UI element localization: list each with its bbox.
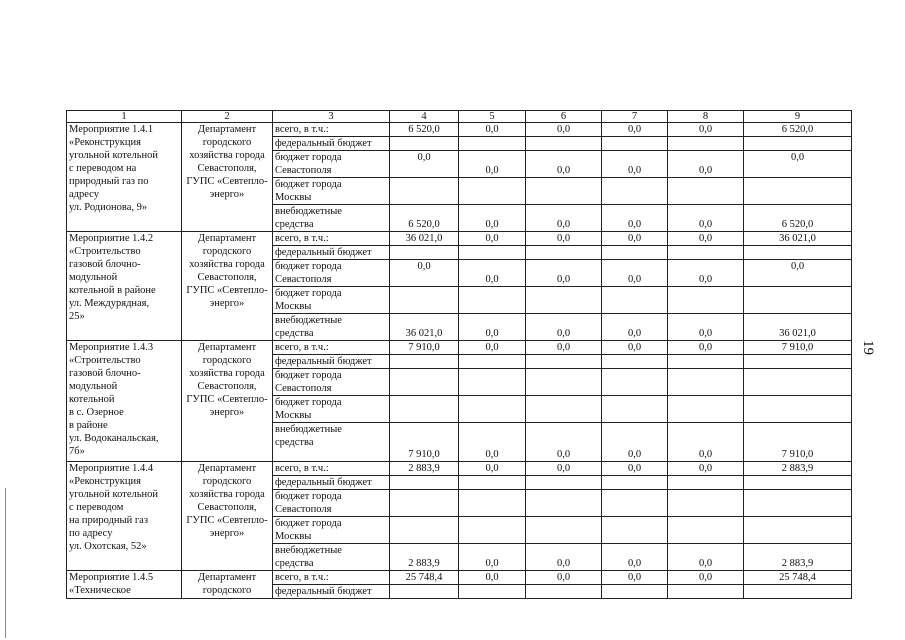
value-cell	[602, 585, 668, 599]
value-cell: 7 910,0	[744, 341, 852, 355]
value-cell: 7 910,0	[390, 423, 459, 462]
value-cell	[526, 490, 602, 517]
value-cell: 0,0	[668, 314, 744, 341]
value-cell: 0,0	[459, 314, 526, 341]
value-cell: 0,0	[459, 571, 526, 585]
funding-source-label: бюджет города Севастополя	[273, 369, 390, 396]
value-cell: 0,0	[668, 123, 744, 137]
measure-name: Мероприятие 1.4.3 «Строительство газовой блочно- модульной котельной в с. Озерное в районе ул. Водоканальская, 7б»	[67, 341, 182, 462]
scan-margin-line	[5, 488, 6, 638]
funding-source-label: всего, в т.ч.:	[273, 341, 390, 355]
value-cell: 0,0	[668, 571, 744, 585]
value-cell	[602, 355, 668, 369]
value-cell: 0,0	[602, 232, 668, 246]
value-cell: 36 021,0	[390, 314, 459, 341]
value-cell	[602, 517, 668, 544]
value-cell: 0,0	[526, 232, 602, 246]
value-cell	[744, 396, 852, 423]
value-cell: 0,0	[602, 341, 668, 355]
value-cell: 0,0	[526, 260, 602, 287]
value-cell	[459, 476, 526, 490]
value-cell: 2 883,9	[390, 544, 459, 571]
value-cell	[744, 137, 852, 151]
value-cell	[459, 585, 526, 599]
measure-executor: Департамент городского хозяйства города Севастополя, ГУПС «Севтепло- энерго»	[182, 462, 273, 571]
value-cell	[526, 396, 602, 423]
value-cell	[744, 517, 852, 544]
value-cell	[744, 178, 852, 205]
value-cell: 6 520,0	[390, 205, 459, 232]
value-cell: 0,0	[526, 544, 602, 571]
value-cell	[526, 585, 602, 599]
value-cell: 7 910,0	[744, 423, 852, 462]
value-cell	[459, 137, 526, 151]
value-cell	[459, 178, 526, 205]
value-cell: 6 520,0	[390, 123, 459, 137]
value-cell: 6 520,0	[744, 123, 852, 137]
header-cell: 8	[668, 111, 744, 123]
value-cell: 0,0	[668, 544, 744, 571]
value-cell: 0,0	[602, 151, 668, 178]
value-cell: 0,0	[602, 260, 668, 287]
value-cell	[602, 246, 668, 260]
value-cell	[602, 490, 668, 517]
header-cell: 6	[526, 111, 602, 123]
value-cell	[526, 137, 602, 151]
value-cell	[390, 355, 459, 369]
funding-source-label: федеральный бюджет	[273, 137, 390, 151]
funding-source-label: бюджет города Москвы	[273, 287, 390, 314]
funding-source-label: внебюджетные средства	[273, 544, 390, 571]
value-cell	[459, 287, 526, 314]
value-cell	[744, 246, 852, 260]
funding-source-label: бюджет города Севастополя	[273, 490, 390, 517]
funding-source-label: всего, в т.ч.:	[273, 571, 390, 585]
value-cell: 0,0	[668, 462, 744, 476]
value-cell: 0,0	[602, 423, 668, 462]
header-cell: 9	[744, 111, 852, 123]
value-cell	[526, 287, 602, 314]
value-cell	[526, 517, 602, 544]
value-cell: 0,0	[390, 260, 459, 287]
value-cell: 0,0	[602, 205, 668, 232]
funding-source-label: федеральный бюджет	[273, 476, 390, 490]
value-cell: 0,0	[459, 260, 526, 287]
value-cell	[390, 246, 459, 260]
funding-source-label: федеральный бюджет	[273, 355, 390, 369]
value-cell: 0,0	[459, 423, 526, 462]
table-row	[67, 571, 852, 585]
measure-executor: Департамент городского хозяйства города Севастополя, ГУПС «Севтепло- энерго»	[182, 341, 273, 462]
value-cell	[744, 369, 852, 396]
value-cell	[744, 585, 852, 599]
value-cell	[668, 476, 744, 490]
value-cell	[390, 137, 459, 151]
measure-name: Мероприятие 1.4.4 «Реконструкция угольной котельной с переводом на природный газ по адресу ул. Охотская, 52»	[67, 462, 182, 571]
value-cell: 6 520,0	[744, 205, 852, 232]
value-cell: 36 021,0	[744, 232, 852, 246]
table-row	[67, 123, 852, 137]
value-cell	[744, 355, 852, 369]
value-cell: 0,0	[668, 232, 744, 246]
value-cell: 0,0	[526, 423, 602, 462]
value-cell: 0,0	[526, 341, 602, 355]
value-cell	[459, 369, 526, 396]
measure-name: Мероприятие 1.4.5 «Техническое	[67, 571, 182, 599]
funding-source-label: бюджет города Москвы	[273, 178, 390, 205]
funding-source-label: внебюджетные средства	[273, 205, 390, 232]
funding-source-label: всего, в т.ч.:	[273, 232, 390, 246]
funding-source-label: всего, в т.ч.:	[273, 123, 390, 137]
value-cell: 0,0	[602, 544, 668, 571]
value-cell: 36 021,0	[390, 232, 459, 246]
value-cell	[602, 287, 668, 314]
value-cell	[668, 355, 744, 369]
value-cell	[744, 476, 852, 490]
value-cell	[390, 396, 459, 423]
value-cell: 0,0	[602, 123, 668, 137]
value-cell	[459, 517, 526, 544]
value-cell: 25 748,4	[744, 571, 852, 585]
header-cell: 2	[182, 111, 273, 123]
funding-source-label: всего, в т.ч.:	[273, 462, 390, 476]
value-cell	[390, 476, 459, 490]
value-cell: 0,0	[459, 341, 526, 355]
value-cell: 7 910,0	[390, 341, 459, 355]
funding-source-label: внебюджетные средства	[273, 314, 390, 341]
table-row	[67, 462, 852, 476]
header-cell: 3	[273, 111, 390, 123]
funding-source-label: бюджет города Москвы	[273, 396, 390, 423]
value-cell: 2 883,9	[744, 544, 852, 571]
value-cell: 0,0	[744, 260, 852, 287]
value-cell: 0,0	[668, 260, 744, 287]
header-cell: 7	[602, 111, 668, 123]
value-cell	[526, 369, 602, 396]
measure-name: Мероприятие 1.4.2 «Строительство газовой блочно- модульной котельной в районе ул. Междурядная, 25»	[67, 232, 182, 341]
measure-executor: Департамент городского	[182, 571, 273, 599]
value-cell	[668, 396, 744, 423]
page-number: 19	[860, 340, 876, 355]
value-cell	[390, 369, 459, 396]
funding-source-label: федеральный бюджет	[273, 246, 390, 260]
value-cell: 0,0	[526, 314, 602, 341]
value-cell	[602, 396, 668, 423]
value-cell: 0,0	[668, 341, 744, 355]
value-cell	[668, 137, 744, 151]
value-cell: 0,0	[459, 205, 526, 232]
header-cell: 5	[459, 111, 526, 123]
value-cell: 0,0	[668, 151, 744, 178]
value-cell	[668, 246, 744, 260]
value-cell	[668, 517, 744, 544]
measure-name: Мероприятие 1.4.1 «Реконструкция угольной котельной с переводом на природный газ по адресу ул. Родионова, 9»	[67, 123, 182, 232]
value-cell: 0,0	[459, 544, 526, 571]
value-cell	[459, 490, 526, 517]
value-cell	[390, 287, 459, 314]
value-cell: 0,0	[602, 462, 668, 476]
value-cell	[744, 490, 852, 517]
table-row	[67, 232, 852, 246]
value-cell	[390, 490, 459, 517]
value-cell	[459, 355, 526, 369]
value-cell	[668, 287, 744, 314]
value-cell	[744, 287, 852, 314]
value-cell	[602, 137, 668, 151]
value-cell	[526, 246, 602, 260]
value-cell	[390, 517, 459, 544]
funding-table	[66, 110, 852, 599]
funding-source-label: внебюджетные средства	[273, 423, 390, 462]
header-row	[67, 111, 852, 123]
value-cell	[526, 355, 602, 369]
value-cell	[459, 396, 526, 423]
value-cell: 0,0	[390, 151, 459, 178]
value-cell	[668, 178, 744, 205]
value-cell: 25 748,4	[390, 571, 459, 585]
value-cell: 0,0	[459, 151, 526, 178]
value-cell: 2 883,9	[744, 462, 852, 476]
value-cell	[668, 369, 744, 396]
value-cell: 0,0	[459, 123, 526, 137]
value-cell: 0,0	[526, 123, 602, 137]
funding-source-label: бюджет города Севастополя	[273, 151, 390, 178]
value-cell	[390, 178, 459, 205]
value-cell	[602, 178, 668, 205]
value-cell: 0,0	[526, 571, 602, 585]
measure-executor: Департамент городского хозяйства города Севастополя, ГУПС «Севтепло- энерго»	[182, 232, 273, 341]
value-cell: 0,0	[526, 205, 602, 232]
header-cell: 1	[67, 111, 182, 123]
value-cell	[602, 476, 668, 490]
value-cell: 0,0	[526, 151, 602, 178]
header-cell: 4	[390, 111, 459, 123]
value-cell: 0,0	[459, 462, 526, 476]
funding-source-label: бюджет города Москвы	[273, 517, 390, 544]
value-cell	[668, 585, 744, 599]
value-cell: 0,0	[526, 462, 602, 476]
value-cell: 2 883,9	[390, 462, 459, 476]
value-cell: 0,0	[602, 314, 668, 341]
table-row	[67, 341, 852, 355]
value-cell: 0,0	[668, 205, 744, 232]
funding-source-label: бюджет города Севастополя	[273, 260, 390, 287]
value-cell: 36 021,0	[744, 314, 852, 341]
value-cell	[526, 476, 602, 490]
value-cell	[526, 178, 602, 205]
value-cell: 0,0	[744, 151, 852, 178]
value-cell: 0,0	[602, 571, 668, 585]
measure-executor: Департамент городского хозяйства города Севастополя, ГУПС «Севтепло- энерго»	[182, 123, 273, 232]
value-cell	[668, 490, 744, 517]
value-cell: 0,0	[459, 232, 526, 246]
funding-source-label: федеральный бюджет	[273, 585, 390, 599]
value-cell	[459, 246, 526, 260]
value-cell	[602, 369, 668, 396]
value-cell	[390, 585, 459, 599]
value-cell: 0,0	[668, 423, 744, 462]
